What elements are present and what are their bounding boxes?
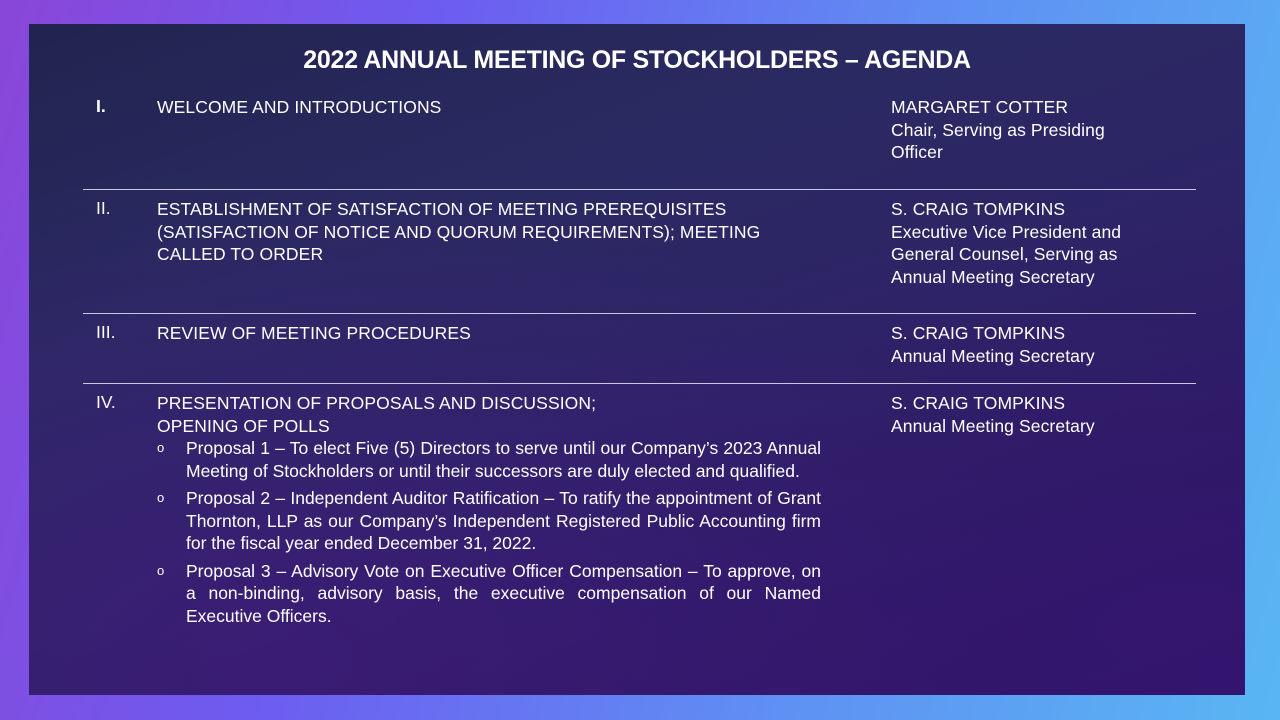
presenter-name: S. CRAIG TOMPKINS bbox=[891, 199, 1066, 219]
slide-title: 2022 ANNUAL MEETING OF STOCKHOLDERS – AGENDA bbox=[303, 46, 971, 74]
proposal-text: Proposal 1 – To elect Five (5) Directors to serve until our Company’s 2023 Annual Meeting of Stockholders or until their successors are duly elected and qualified. bbox=[186, 438, 821, 481]
agenda-item-presenter bbox=[891, 96, 1161, 164]
bullet-icon: o bbox=[157, 490, 165, 505]
list-item bbox=[157, 560, 821, 628]
proposal-text: Proposal 2 – Independent Auditor Ratification – To ratify the appointment of Grant Thornton, LLP as our Company’s Independent Registered Public Accounting firm for the fiscal year ended December 31, 2022. bbox=[186, 488, 821, 553]
list-item bbox=[157, 437, 821, 482]
presenter-name: S. CRAIG TOMPKINS bbox=[891, 393, 1066, 413]
bullet-icon: o bbox=[157, 440, 165, 455]
agenda-item-number: III. bbox=[96, 322, 116, 342]
agenda-item-2 bbox=[83, 198, 1196, 314]
agenda-item-description: WELCOME AND INTRODUCTIONS bbox=[157, 97, 442, 117]
presenter-role: Executive Vice President and General Counsel, Serving as Annual Meeting Secretary bbox=[891, 221, 1122, 287]
bullet-icon: o bbox=[157, 562, 165, 578]
presenter-role: Chair, Serving as Presiding Officer bbox=[891, 119, 1105, 162]
proposal-list bbox=[157, 437, 821, 632]
agenda-item-presenter bbox=[891, 198, 1176, 288]
agenda-item-description: REVIEW OF MEETING PROCEDURES bbox=[157, 323, 471, 343]
presenter-role: Annual Meeting Secretary bbox=[891, 415, 1095, 436]
agenda-item-1 bbox=[83, 96, 1196, 190]
agenda-item-presenter bbox=[891, 392, 1191, 437]
agenda-item-number: II. bbox=[96, 198, 111, 218]
presenter-name: S. CRAIG TOMPKINS bbox=[891, 323, 1066, 343]
proposal-text: Proposal 3 – Advisory Vote on Executive Officer Compensation – To approve, on a non-binding, advisory basis, the executive compensation of our Named Executive Officers. bbox=[186, 560, 821, 626]
agenda-item-presenter bbox=[891, 322, 1191, 367]
agenda-item-number: I. bbox=[96, 96, 106, 116]
agenda-item-4 bbox=[83, 392, 1196, 682]
agenda-slide bbox=[29, 24, 1245, 695]
agenda-item-description: PRESENTATION OF PROPOSALS AND DISCUSSION; OPENING OF POLLS bbox=[157, 393, 597, 436]
presenter-role: Annual Meeting Secretary bbox=[891, 345, 1095, 366]
agenda-item-number: IV. bbox=[96, 392, 116, 412]
list-item bbox=[157, 487, 821, 555]
agenda-item-3 bbox=[83, 322, 1196, 384]
agenda-item-description: ESTABLISHMENT OF SATISFACTION OF MEETING PREREQUISITES (SATISFACTION OF NOTICE AND QUORUM REQUIREMENTS); MEETING CALLED TO ORDER bbox=[157, 199, 761, 264]
presenter-name: MARGARET COTTER bbox=[891, 97, 1069, 117]
